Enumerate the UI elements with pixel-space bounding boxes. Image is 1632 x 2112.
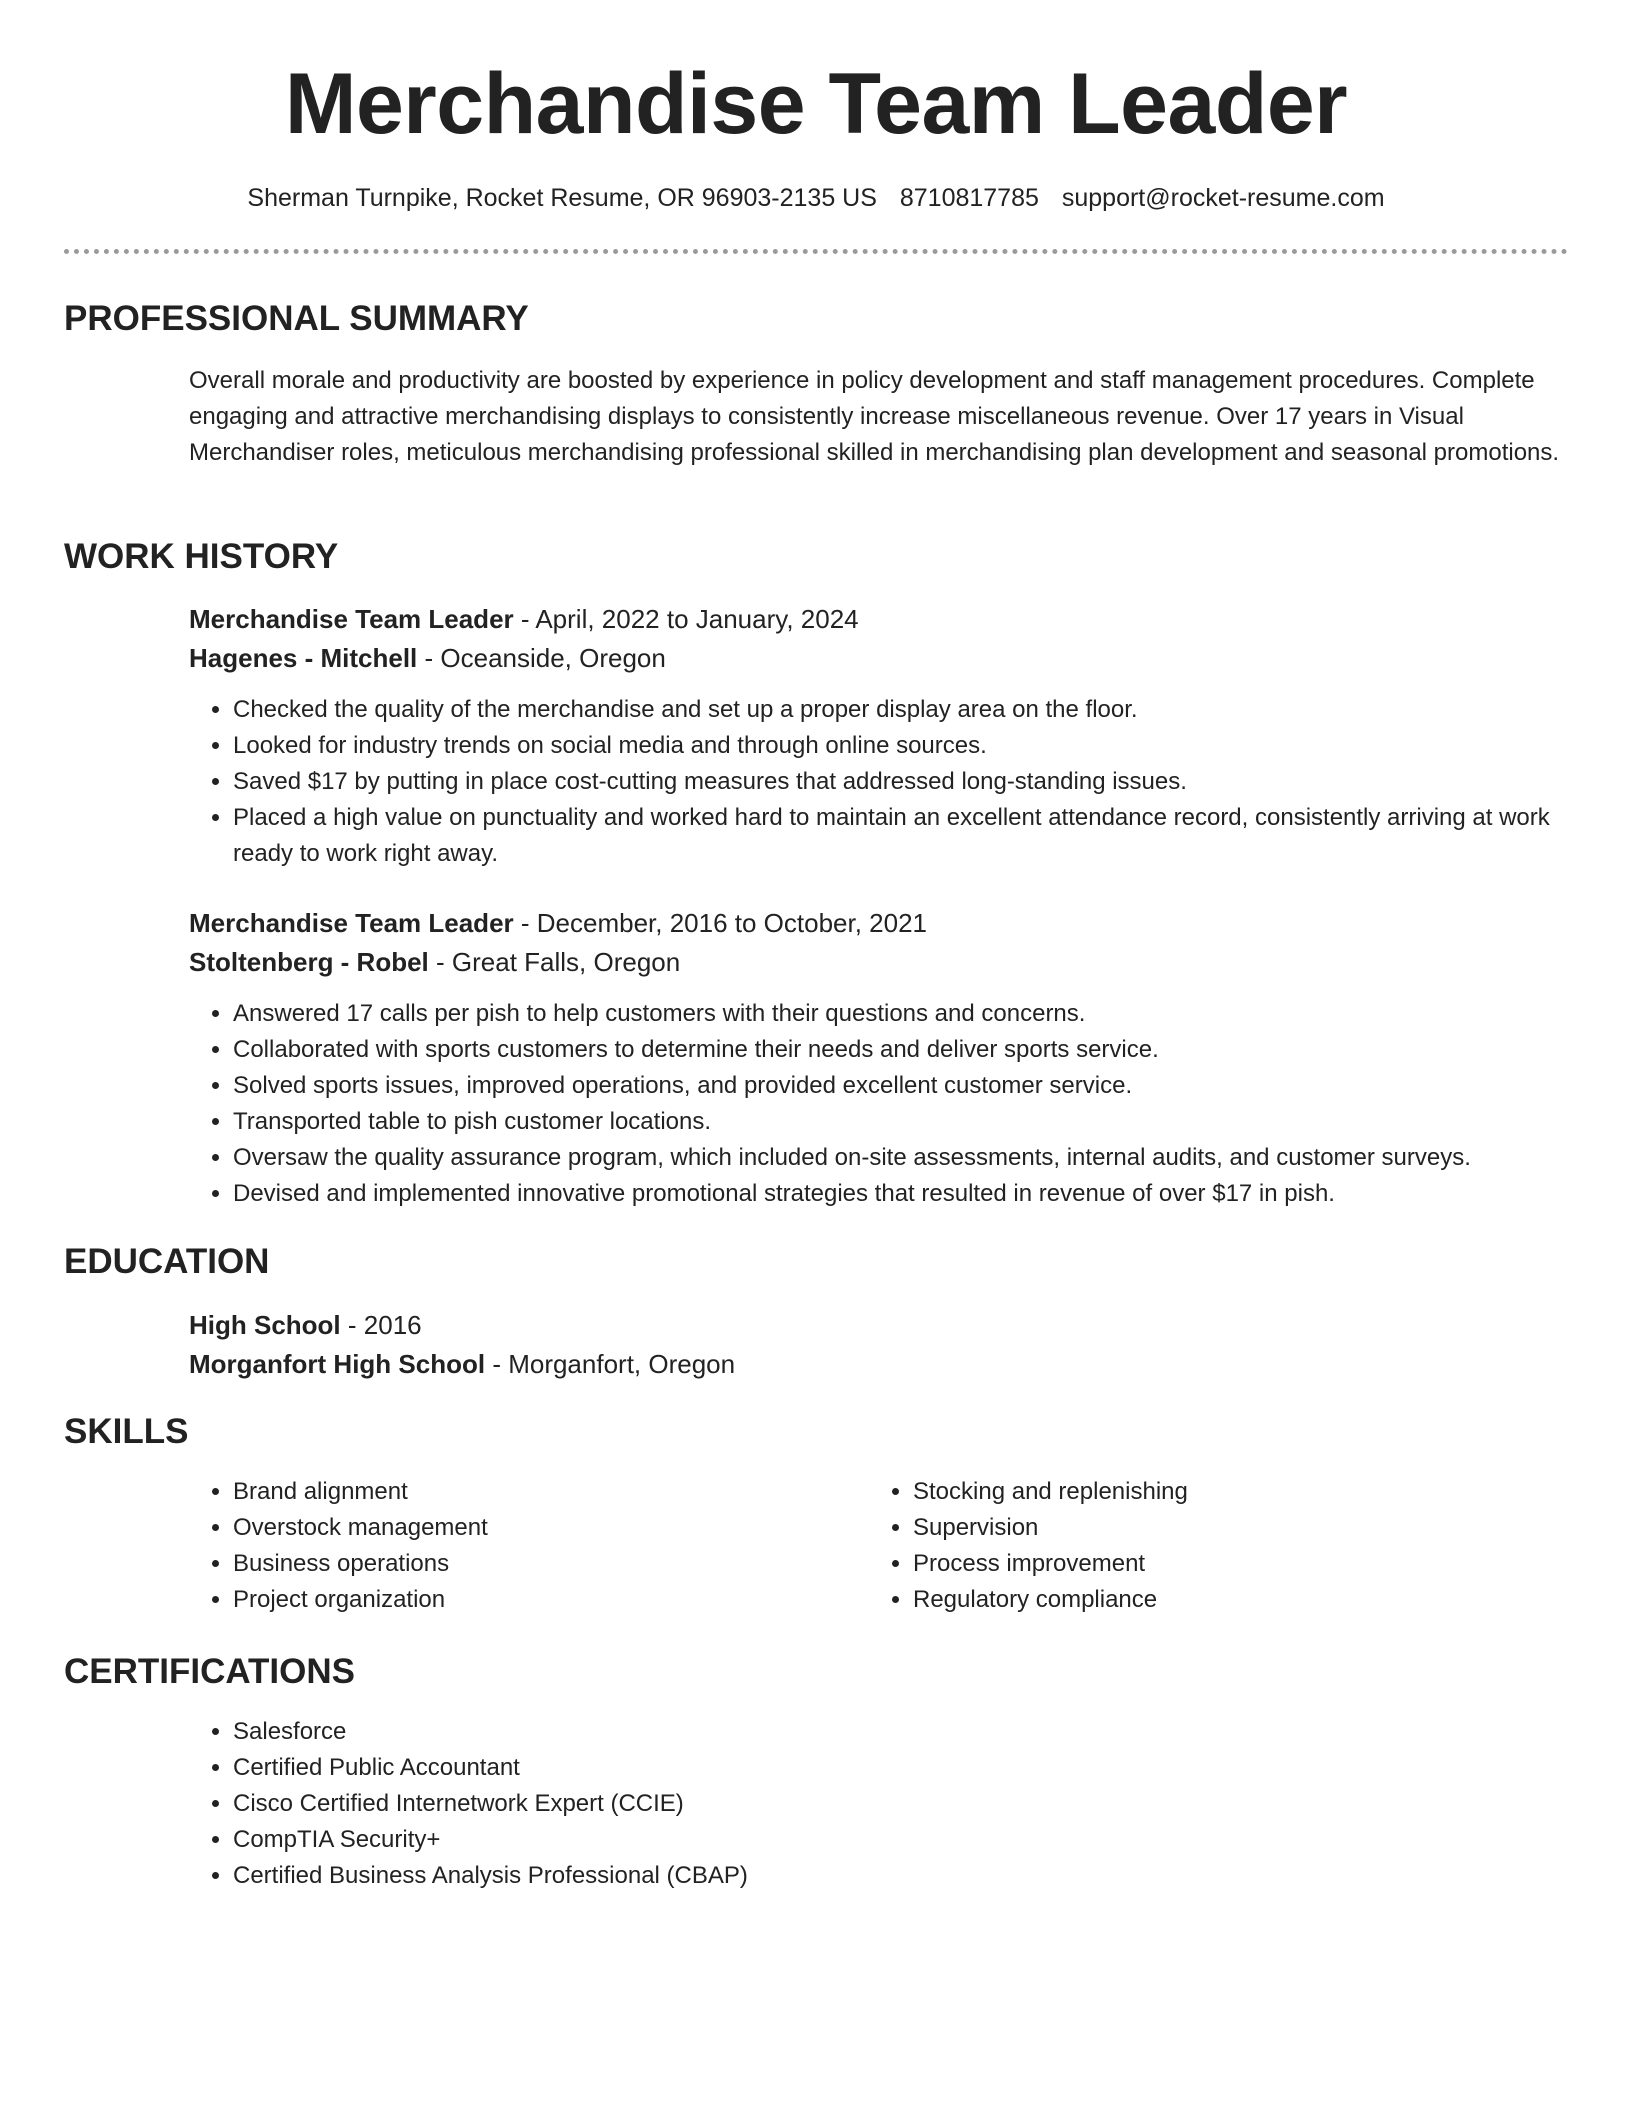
job-bullet: • Devised and implemented innovative promotional strategies that resulted in revenue of over $17 in pish.	[233, 1176, 1569, 1212]
work-history-heading: WORK HISTORY	[64, 537, 339, 576]
skills-list-left	[189, 1474, 869, 1618]
certifications-list	[189, 1714, 1569, 1894]
summary-text: Overall morale and productivity are boosted by experience in policy development and staff management procedures. Complete engaging and attractive merchandising displays to consistently increase miscellaneous revenue. Over 17 years in Visual Merchandiser roles, meticulous merchandising professional skilled in merchandising plan development and seasonal promotions.	[189, 367, 1560, 466]
job-location: - Oceanside, Oregon	[417, 643, 666, 673]
job-bullet: • Saved $17 by putting in place cost-cutting measures that addressed long-standing issues.	[233, 764, 1569, 800]
job-entry	[189, 600, 1569, 872]
education-location: - Morganfort, Oregon	[485, 1349, 736, 1379]
job-bullet: • Solved sports issues, improved operations, and provided excellent customer service.	[233, 1068, 1569, 1104]
job-dates: - December, 2016 to October, 2021	[513, 908, 928, 938]
skill-item: • Project organization	[233, 1582, 869, 1618]
job-location: - Great Falls, Oregon	[428, 947, 681, 977]
job-bullet: • Checked the quality of the merchandise and set up a proper display area on the floor.	[233, 692, 1569, 728]
contact-address: Sherman Turnpike, Rocket Resume, OR 96903-2135 US	[247, 184, 877, 212]
summary-heading: PROFESSIONAL SUMMARY	[64, 299, 529, 338]
certifications-heading: CERTIFICATIONS	[64, 1652, 356, 1691]
skills-heading: SKILLS	[64, 1412, 189, 1451]
skill-item: • Overstock management	[233, 1510, 869, 1546]
contact-line	[0, 180, 1632, 216]
skill-item: • Regulatory compliance	[913, 1582, 1549, 1618]
job-title: Merchandise Team Leader	[189, 908, 514, 938]
education-entry	[189, 1306, 1569, 1384]
certification-item: • Certified Business Analysis Professional (CBAP)	[233, 1858, 1569, 1894]
job-bullet: • Collaborated with sports customers to determine their needs and deliver sports service.	[233, 1032, 1569, 1068]
education-degree: High School	[189, 1310, 341, 1340]
job-bullets	[189, 692, 1569, 872]
contact-email: support@rocket-resume.com	[1061, 184, 1385, 212]
education-year: - 2016	[340, 1310, 422, 1340]
job-company-line	[189, 943, 1569, 982]
job-bullet: • Looked for industry trends on social media and through online sources.	[233, 728, 1569, 764]
resume-title: Merchandise Team Leader	[284, 56, 1348, 152]
job-bullets	[189, 996, 1569, 1212]
contact-phone: 8710817785	[899, 184, 1039, 212]
job-title: Merchandise Team Leader	[189, 604, 514, 634]
skill-item: • Brand alignment	[233, 1474, 869, 1510]
education-degree-line	[189, 1306, 1569, 1345]
education-school: Morganfort High School	[189, 1349, 486, 1379]
skills-list-right	[869, 1474, 1549, 1618]
job-title-line	[189, 600, 1569, 639]
skill-item: • Supervision	[913, 1510, 1549, 1546]
certification-item: • Certified Public Accountant	[233, 1750, 1569, 1786]
certification-item: • Salesforce	[233, 1714, 1569, 1750]
job-title-line	[189, 904, 1569, 943]
job-bullet: • Oversaw the quality assurance program, which included on-site assessments, internal audits, and customer surveys.	[233, 1140, 1569, 1176]
job-bullet: • Answered 17 calls per pish to help customers with their questions and concerns.	[233, 996, 1569, 1032]
certifications-section	[189, 1714, 1569, 1894]
job-company: Stoltenberg - Robel	[189, 947, 429, 977]
skill-item: • Stocking and replenishing	[913, 1474, 1549, 1510]
job-dates: - April, 2022 to January, 2024	[513, 604, 859, 634]
certification-item: • Cisco Certified Internetwork Expert (CCIE)	[233, 1786, 1569, 1822]
skill-item: • Process improvement	[913, 1546, 1549, 1582]
education-school-line	[189, 1345, 1569, 1384]
education-heading: EDUCATION	[64, 1242, 270, 1281]
job-bullet: • Transported table to pish customer locations.	[233, 1104, 1569, 1140]
job-entry	[189, 904, 1569, 1212]
summary-section	[189, 363, 1561, 471]
skill-item: • Business operations	[233, 1546, 869, 1582]
header-divider	[64, 249, 1568, 254]
job-company-line	[189, 639, 1569, 678]
certification-item: • CompTIA Security+	[233, 1822, 1569, 1858]
skills-section	[189, 1474, 1569, 1618]
job-bullet: • Placed a high value on punctuality and worked hard to maintain an excellent attendance record, consistently arriving at work ready to work right away.	[233, 800, 1569, 872]
job-company: Hagenes - Mitchell	[189, 643, 418, 673]
